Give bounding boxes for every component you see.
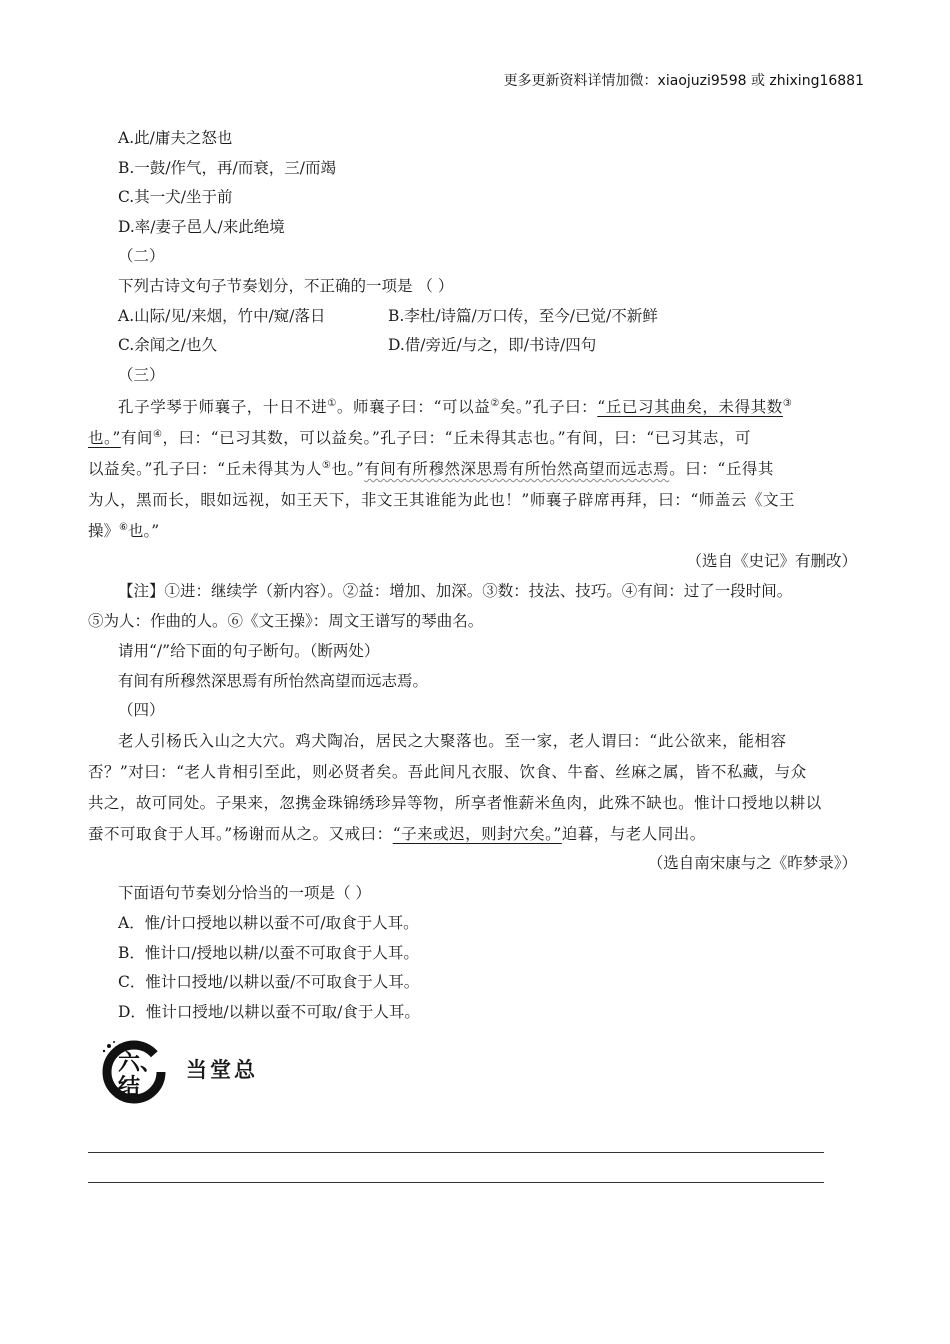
- part2-options-row2: [118, 335, 597, 355]
- part4-passage-line2: 否？”对曰：“老人肯相引至此，则必贤者矣。吾此间凡衣服、饮食、牛畜、丝麻之属，皆不私藏，与众: [88, 763, 807, 781]
- header-contact-note: 更多更新资料详情加微：xiaojuzi9598 或 zhixing16881: [503, 73, 864, 89]
- part4-option-d: D．惟计口授地/以耕以蚕不可取/食于人耳。: [118, 1003, 420, 1021]
- part2-options-row1: [118, 306, 658, 326]
- part3-notes-line1: 【注】①进：继续学（新内容）。②益：增加、加深。③数：技法、技巧。④有间：过了一段时间。: [118, 582, 793, 600]
- part1-option-a: A.此/庸夫之怒也: [118, 129, 233, 147]
- part3-notes-line2: ⑤为人：作曲的人。⑥《文王操》：周文王谱写的琴曲名。: [88, 612, 484, 630]
- part2-option-c: C.余闻之/也久: [118, 336, 217, 354]
- underlined-quote-end: 也。”: [88, 429, 121, 447]
- part3-passage-line1: 孔子学琴于师襄子，十日不进①。师襄子曰：“可以益②矣。”孔子曰：“丘已习其曲矣，未得其数③: [118, 397, 793, 416]
- part4-option-b: B．惟计口/授地以耕/以蚕不可取食于人耳。: [118, 944, 419, 962]
- part3-passage-line3: 以益矣。”孔子曰：“丘未得其为人⑤也。”有间有所穆然深思焉有所怡然高望而远志焉。曰：“丘得其: [88, 459, 774, 478]
- part1-option-c: C.其一犬/坐于前: [118, 188, 233, 206]
- footnote-mark: ⑤: [321, 459, 332, 471]
- part4-question: 下面语句节奏划分恰当的一项是（ ）: [118, 884, 371, 902]
- part2-option-a: A.山际/见/来烟，竹中/窥/落日: [118, 307, 326, 325]
- underlined-quote: “丘已习其曲矣，未得其数: [597, 398, 783, 416]
- part4-passage-line4: 蚕不可取食于人耳。”杨谢而从之。又戒曰：“子来或迟，则封穴矣。”迫暮，与老人同出。: [88, 825, 706, 843]
- part4-source: （选自南宋康与之《昨梦录》）: [647, 854, 857, 872]
- part3-label: （三）: [118, 366, 165, 384]
- part3-source: （选自《史记》有删改）: [686, 552, 857, 570]
- part3-task: 请用“/”给下面的句子断句。（断两处）: [118, 642, 380, 660]
- part2-question: 下列古诗文句子节奏划分，不正确的一项是 （ ）: [118, 277, 454, 295]
- answer-line: [88, 1182, 824, 1183]
- footnote-mark: ②: [490, 397, 500, 409]
- part3-passage-line5: 操》⑥也。”: [88, 521, 160, 540]
- part1-option-d: D.率/妻子邑人/来此绝境: [118, 218, 285, 236]
- part3-sentence: 有间有所穆然深思焉有所怡然高望而远志焉。: [118, 672, 429, 690]
- answer-line: [88, 1152, 824, 1153]
- footnote-mark: ④: [152, 428, 163, 440]
- part4-option-c: C．惟计口授地/以耕以蚕/不可取食于人耳。: [118, 973, 420, 991]
- part3-passage-line2: 也。”有间④，曰：“已习其数，可以益矣。”孔子曰：“丘未得其志也。”有间，曰：“已习其志，可: [88, 428, 752, 447]
- part2-option-b: B.李杜/诗篇/万口传，至今/已觉/不新鲜: [388, 307, 658, 325]
- section-number: 六、结: [118, 1051, 163, 1100]
- section-title: 当堂总: [186, 1058, 258, 1082]
- part4-label: （四）: [118, 701, 165, 719]
- footnote-mark: ⑥: [119, 521, 128, 533]
- part1-option-b: B.一鼓/作气，再/而衰，三/而竭: [118, 159, 336, 177]
- part4-passage-line3: 共之，故可同处。子果来，忽携金珠锦绣珍异等物，所享者惟薪米鱼肉，此殊不缺也。惟计口授地以耕以: [88, 794, 822, 812]
- footnote-mark: ③: [782, 397, 793, 409]
- part4-passage-line1: 老人引杨氏入山之大穴。鸡犬陶冶，居民之大聚落也。至一家，老人谓曰：“此公欲来，能相容: [118, 732, 787, 750]
- wavy-underlined-sentence: 有间有所穆然深思焉有所怡然高望而远志焉: [364, 460, 670, 478]
- part4-option-a: A．惟/计口授地以耕以蚕不可/取食于人耳。: [118, 914, 419, 932]
- part2-option-d: D.借/旁近/与之，即/书诗/四句: [388, 336, 597, 354]
- part2-label: （二）: [118, 247, 165, 265]
- part3-passage-line4: 为人，黑而长，眼如远视，如王天下，非文王其谁能为此也！”师襄子辟席再拜，曰：“师盖云《文王: [88, 491, 796, 509]
- footnote-mark: ①: [327, 397, 337, 409]
- underlined-quote: “子来或迟，则封穴矣。”: [392, 825, 562, 843]
